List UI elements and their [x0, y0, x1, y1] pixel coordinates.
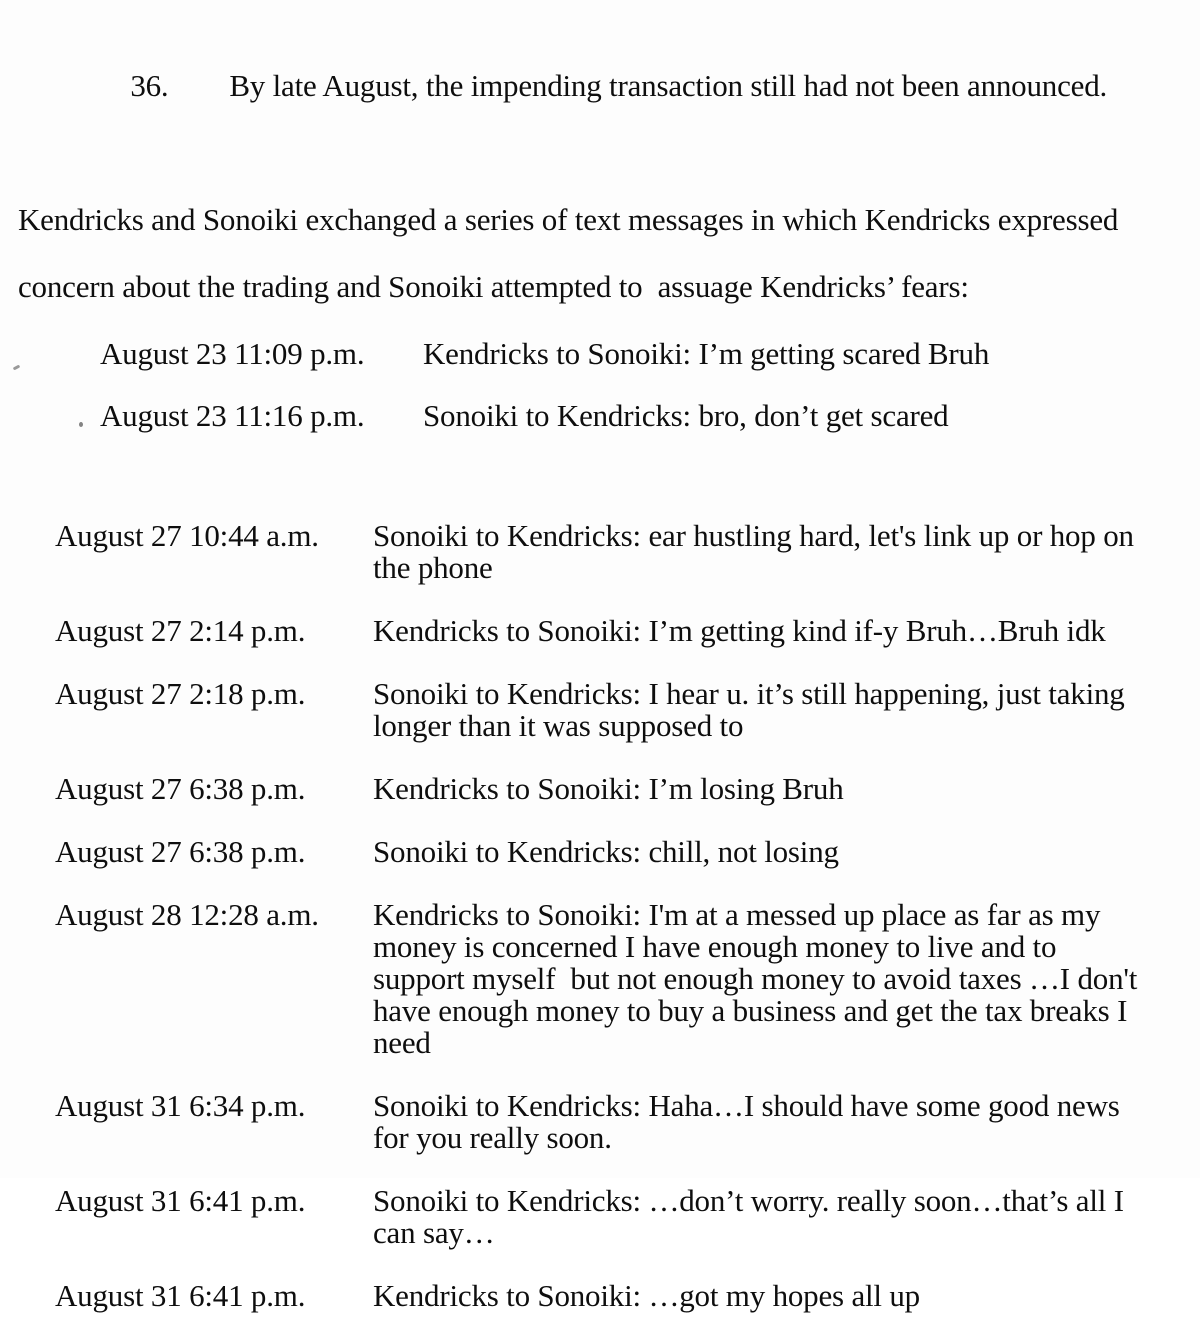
message-text — [373, 773, 1200, 805]
message-text — [373, 1090, 1200, 1154]
message-timestamp: August 31 6:41 p.m. — [55, 1278, 306, 1313]
message-timestamp: August 23 11:09 p.m. — [100, 336, 365, 371]
message-line: Kendricks to Sonoiki: …got my hopes all up — [373, 1278, 920, 1313]
message-row — [55, 678, 1200, 742]
message-line: for you really soon. — [373, 1120, 612, 1155]
message-line: longer than it was supposed to — [373, 708, 744, 743]
message-row — [100, 338, 1200, 370]
message-timestamp: August 27 6:38 p.m. — [55, 834, 306, 869]
message-timestamp: August 28 12:28 a.m. — [55, 897, 319, 932]
paragraph-text: By late August, the impending transaction still had not been announced. — [229, 68, 1108, 103]
paragraph-line: concern about the trading and Sonoiki attempted to assuage Kendricks’ fears: — [18, 269, 969, 304]
message-line: Kendricks to Sonoiki: I’m getting scared Bruh — [423, 336, 990, 371]
message-line: Kendricks to Sonoiki: I’m losing Bruh — [373, 771, 844, 806]
message-timestamp: August 23 11:16 p.m. — [100, 398, 365, 433]
paragraph-36 — [0, 0, 1200, 320]
paragraph-line — [18, 0, 1180, 186]
message-text — [373, 520, 1200, 584]
message-row — [55, 520, 1200, 584]
message-row — [55, 836, 1200, 868]
message-text — [423, 338, 1200, 370]
message-line: the phone — [373, 550, 493, 585]
message-row — [55, 1185, 1200, 1249]
messages-group-august-27-31 — [0, 520, 1200, 1312]
message-row — [55, 773, 1200, 805]
message-line: have enough money to buy a business and get the tax breaks I — [373, 993, 1128, 1028]
message-line: Sonoiki to Kendricks: bro, don’t get scared — [423, 398, 949, 433]
message-line: Sonoiki to Kendricks: …don’t worry. really soon…that’s all I — [373, 1183, 1124, 1218]
message-timestamp: August 27 10:44 a.m. — [55, 518, 319, 553]
message-text — [373, 1280, 1200, 1312]
message-text — [423, 400, 1200, 432]
message-row — [55, 1090, 1200, 1154]
message-timestamp: August 27 6:38 p.m. — [55, 771, 306, 806]
message-line: Sonoiki to Kendricks: Haha…I should have some good news — [373, 1088, 1120, 1123]
paragraph-line: Kendricks and Sonoiki exchanged a series of text messages in which Kendricks expressed — [18, 202, 1119, 237]
message-text — [373, 899, 1200, 1059]
paragraph-number: 36. — [130, 68, 169, 103]
message-text — [373, 836, 1200, 868]
messages-group-august-23 — [0, 338, 1200, 432]
message-timestamp: August 27 2:14 p.m. — [55, 613, 306, 648]
message-text — [373, 1185, 1200, 1249]
message-line: money is concerned I have enough money to live and to — [373, 929, 1057, 964]
message-timestamp: August 27 2:18 p.m. — [55, 676, 306, 711]
message-text — [373, 678, 1200, 742]
message-line: Kendricks to Sonoiki: I'm at a messed up place as far as my — [373, 897, 1101, 932]
message-line: Sonoiki to Kendricks: ear hustling hard, let's link up or hop on — [373, 518, 1134, 553]
message-line: can say… — [373, 1215, 495, 1250]
message-row — [100, 400, 1200, 432]
message-row — [55, 1280, 1200, 1312]
message-timestamp: August 31 6:34 p.m. — [55, 1088, 306, 1123]
message-line: Kendricks to Sonoiki: I’m getting kind if-y Bruh…Bruh idk — [373, 613, 1106, 648]
message-line: Sonoiki to Kendricks: I hear u. it’s still happening, just taking — [373, 676, 1125, 711]
scan-artifact — [79, 422, 83, 427]
message-line: support myself but not enough money to avoid taxes …I don't — [373, 961, 1138, 996]
message-line: Sonoiki to Kendricks: chill, not losing — [373, 834, 839, 869]
message-line: need — [373, 1025, 431, 1060]
message-row — [55, 615, 1200, 647]
message-timestamp: August 31 6:41 p.m. — [55, 1183, 306, 1218]
message-row — [55, 899, 1200, 1059]
message-text — [373, 615, 1200, 647]
